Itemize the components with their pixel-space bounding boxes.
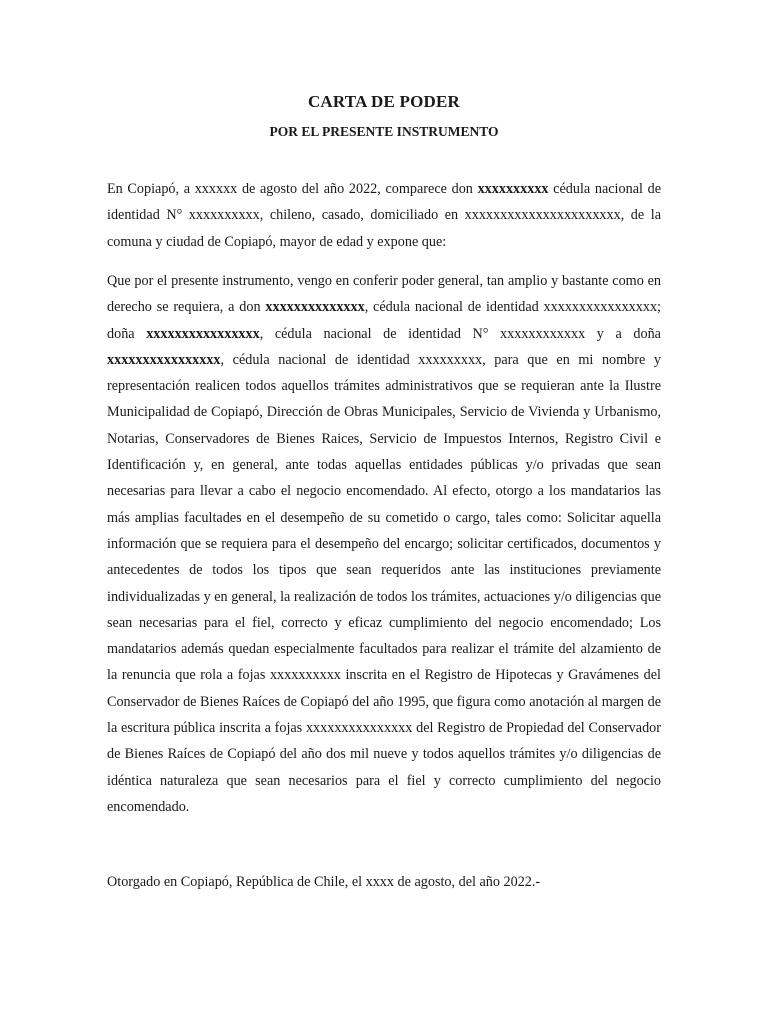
paragraph-poder (107, 268, 661, 820)
document-subtitle: POR EL PRESENTE INSTRUMENTO (269, 124, 499, 139)
redacted-name: xxxxxxxxxxxxxxxx (146, 325, 260, 342)
redacted-name: xxxxxxxxxxxxxx (265, 299, 365, 316)
paragraph-text: Que por el presente instrumento, vengo en conferir poder general, tan amplio y bastante como en derecho se requiera, a don (107, 273, 661, 316)
document-title: CARTA DE PODER (307, 92, 461, 111)
redacted-name: xxxxxxxxxx (477, 181, 549, 197)
paragraph-comparecencia (107, 176, 661, 255)
paragraph-text: , cédula nacional de identidad xxxxxxxxx, para que en mi nombre y representación realicen todos aquellos trámites administrativos que se requieran ante la Ilustre Municipalidad de Copiapó, Dirección de Obras Municipales, Servicio de Vivienda y Urbanismo, Notarias, Conservadores de Bienes Raices, Servicio de Impuestos Internos, Registro Civil e Identificación y, en general, ante todas aquellas entidades públicas y/o privadas que sean necesarias para llevar a cabo el negocio encomendado. Al efecto, otorgo a los mandatarios las más amplias facultades en el desempeño de su cometido o cargo, tales como: Solicitar aquella información que se requiera para el desempeño del encargo; solicitar certificados, documentos y antecedentes de todos los tipos que sean requeridos ante las instituciones previamente individualizadas y en general, la realización de todos los trámites, actuaciones y/o diligencias que sean necesarias para el fiel, correcto y eficaz cumplimiento del negocio encomendado; Los mandatarios además quedan especialmente facultados para realizar el trámite del alzamiento de la renuncia que rola a fojas xxxxxxxxxx inscrita en el Registro de Hipotecas y Gravámenes del Conservador de Bienes Raíces de Copiapó del año 1995, que figura como anotación al margen de la escritura pública inscrita a fojas xxxxxxxxxxxxxxx del Registro de Propiedad del Conservador de Bienes Raíces de Copiapó del año dos mil nueve y todos aquellos trámites y/o diligencias de idéntica naturaleza que sean necesarios para el fiel y correcto cumplimiento del negocio encomendado. (107, 351, 661, 815)
paragraph-text: En Copiapó, a xxxxxx de agosto del año 2022, comparece don (107, 181, 478, 197)
paragraph-text: , cédula nacional de identidad N° xxxxxxxxxxxx y a doña (259, 325, 661, 342)
paragraph-text: , cédula nacional de identidad xxxxxxxxxxxxxxxx; doña (107, 299, 661, 342)
redacted-name: xxxxxxxxxxxxxxxx (107, 351, 221, 368)
paragraph-text: cédula nacional de identidad N° xxxxxxxxxx, chileno, casado, domiciliado en xxxxxxxxxxxxxxxxxxxxxx, de la comuna y ciudad de Copiapó, mayor de edad y expone que: (107, 181, 661, 250)
paragraph-otorgamiento: Otorgado en Copiapó, República de Chile, el xxxx de agosto, del año 2022.- (107, 874, 541, 890)
